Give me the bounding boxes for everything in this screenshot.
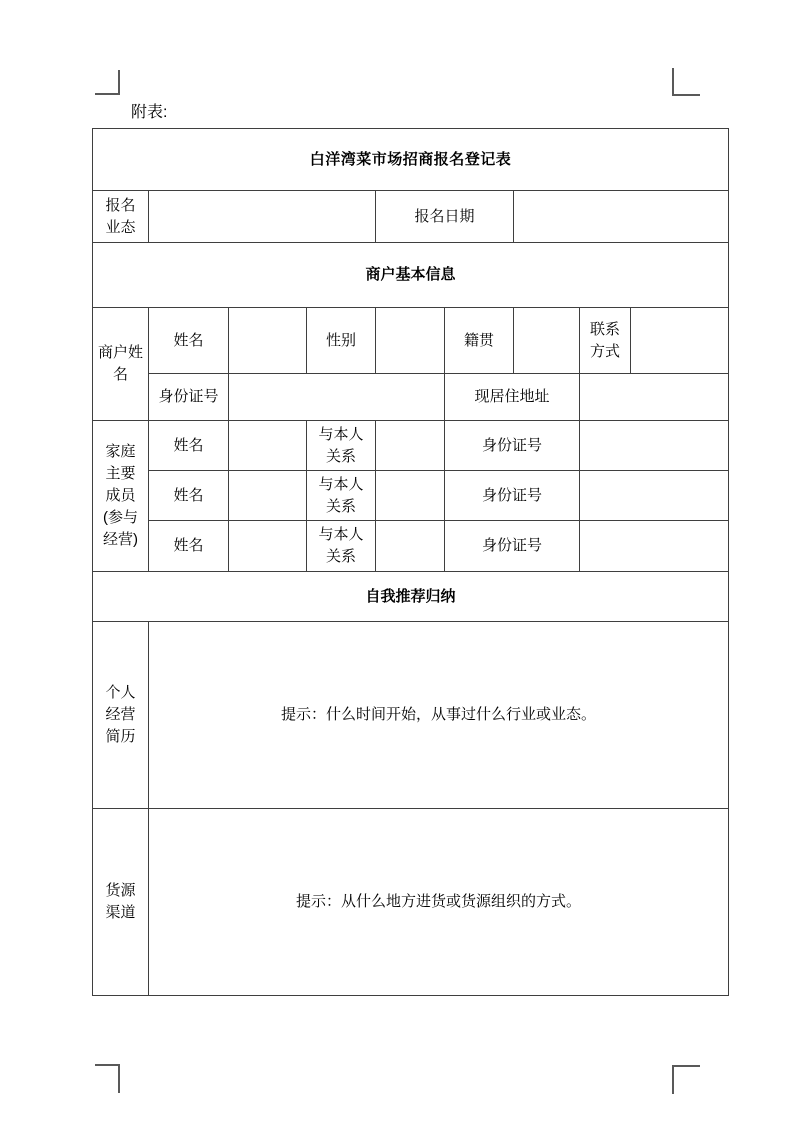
merchant-name-input[interactable] [229, 308, 307, 374]
crop-mark-top-right-icon [672, 68, 700, 96]
family-member-1-name-input[interactable] [229, 421, 307, 471]
supply-channel-hint: 提示：从什么地方进货或货源组织的方式。 [296, 893, 582, 910]
merchant-gender-input[interactable] [376, 308, 445, 374]
family-member-1-name-label: 姓名 [149, 421, 229, 471]
family-member-3-relation-input[interactable] [376, 521, 445, 572]
merchant-contact-input[interactable] [631, 308, 729, 374]
family-member-3-name-input[interactable] [229, 521, 307, 572]
business-type-input[interactable] [149, 191, 376, 243]
family-member-1-relation-input[interactable] [376, 421, 445, 471]
crop-mark-bottom-right-icon [672, 1065, 700, 1094]
family-member-3-id-input[interactable] [580, 521, 729, 572]
section-self-recommendation-header: 自我推荐归纳 [93, 572, 729, 622]
family-group-label: 家庭 主要 成员 (参与 经营) [93, 421, 149, 572]
family-member-2-name-label: 姓名 [149, 471, 229, 521]
family-member-1-id-input[interactable] [580, 421, 729, 471]
form-title: 白洋湾菜市场招商报名登记表 [93, 129, 729, 191]
registration-form-table [92, 128, 729, 996]
merchant-contact-label: 联系 方式 [580, 308, 631, 374]
section-basic-info-header: 商户基本信息 [93, 243, 729, 308]
business-type-label: 报名 业态 [93, 191, 149, 243]
crop-mark-bottom-left-icon [95, 1064, 120, 1093]
merchant-name-label: 姓名 [149, 308, 229, 374]
merchant-hometown-label: 籍贯 [445, 308, 514, 374]
family-member-1-relation-label: 与本人 关系 [307, 421, 376, 471]
family-member-3-id-label: 身份证号 [445, 521, 580, 572]
appendix-label: 附表: [131, 104, 168, 121]
crop-mark-top-left-icon [95, 70, 120, 95]
family-member-2-relation-label: 与本人 关系 [307, 471, 376, 521]
resume-hint: 提示：什么时间开始，从事过什么行业或业态。 [281, 706, 597, 723]
family-member-2-name-input[interactable] [229, 471, 307, 521]
merchant-hometown-input[interactable] [514, 308, 580, 374]
resume-input-area[interactable] [149, 622, 729, 809]
family-member-2-relation-input[interactable] [376, 471, 445, 521]
merchant-gender-label: 性别 [307, 308, 376, 374]
merchant-id-input[interactable] [229, 374, 445, 421]
family-member-3-name-label: 姓名 [149, 521, 229, 572]
family-member-2-id-label: 身份证号 [445, 471, 580, 521]
supply-channel-label: 货源 渠道 [93, 809, 149, 996]
merchant-address-input[interactable] [580, 374, 729, 421]
merchant-name-group-label: 商户姓 名 [93, 308, 149, 421]
family-member-2-id-input[interactable] [580, 471, 729, 521]
apply-date-label: 报名日期 [376, 191, 514, 243]
family-member-3-relation-label: 与本人 关系 [307, 521, 376, 572]
merchant-id-label: 身份证号 [149, 374, 229, 421]
supply-channel-input-area[interactable] [149, 809, 729, 996]
resume-label: 个人 经营 简历 [93, 622, 149, 809]
apply-date-input[interactable] [514, 191, 729, 243]
merchant-address-label: 现居住地址 [445, 374, 580, 421]
family-member-1-id-label: 身份证号 [445, 421, 580, 471]
